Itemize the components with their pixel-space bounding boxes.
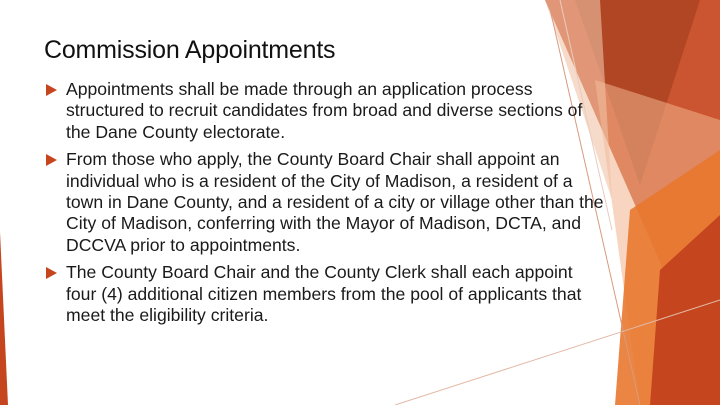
triangle-arrow-icon <box>46 84 57 96</box>
triangle-arrow-icon <box>46 154 57 166</box>
bullet-item <box>44 262 604 326</box>
triangle-arrow-icon <box>46 267 57 279</box>
bullet-list <box>44 79 604 332</box>
bullet-text: The County Board Chair and the County Clerk shall each appoint four (4) additional citizen members from the pool of applicants that meet the eligibility criteria. <box>66 262 582 326</box>
bullet-text: From those who apply, the County Board Chair shall appoint an individual who is a resident of the City of Madison, a resident of a town in Dane County, and a resident of a city or village other than the City of Madison, conferring with the Mayor of Madison, DCTA, and DCCVA prior to appointments. <box>66 149 604 255</box>
slide-title: Commission Appointments <box>44 36 336 64</box>
bullet-item <box>44 149 604 256</box>
left-edge-accent-shape <box>0 232 8 405</box>
bullet-text: Appointments shall be made through an application process structured to recruit candidates from broad and diverse sections of the Dane County electorate. <box>66 79 583 142</box>
bullet-item <box>44 79 604 143</box>
